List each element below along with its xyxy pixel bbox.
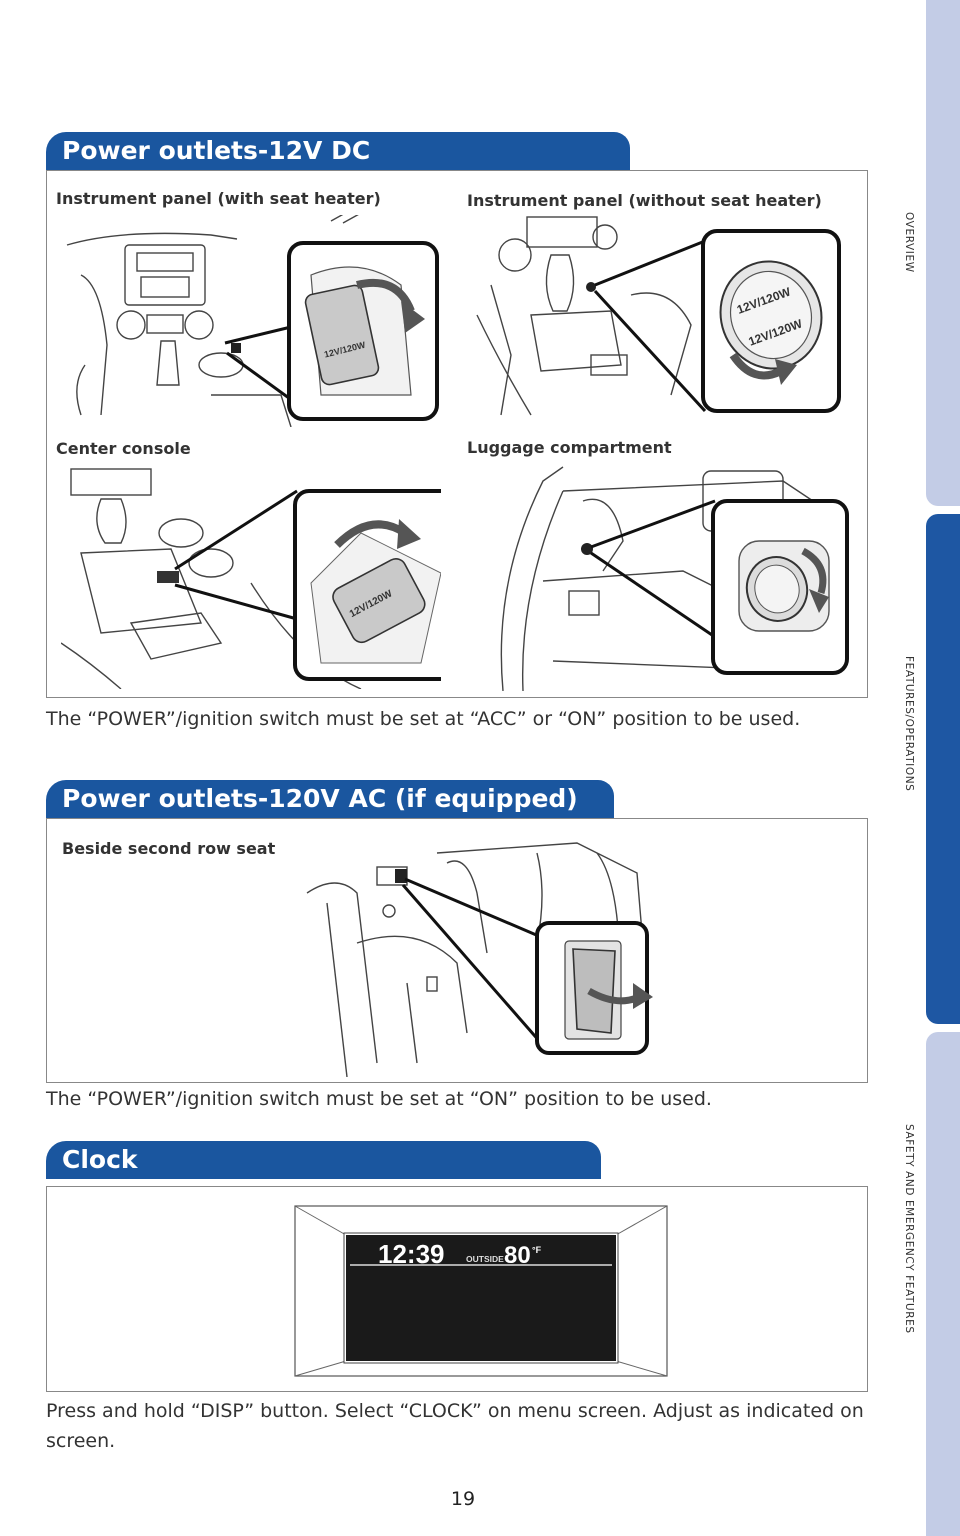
clock-illustration-panel (46, 1186, 868, 1392)
label-with-seat-heater: Instrument panel (with seat heater) (56, 189, 381, 208)
clock-note: Press and hold “DISP” button. Select “CLOCK” on menu screen. Adjust as indicated on screen. (46, 1400, 864, 1452)
tab-features-operations[interactable] (926, 514, 960, 1024)
illustration-beside-second-row-seat (297, 833, 667, 1077)
outlet-marking-1: 12V/120W (323, 339, 367, 360)
label-beside-second-row-seat: Beside second row seat (62, 839, 276, 858)
clock-temperature-unit: °F (532, 1245, 542, 1255)
tab-safety-emergency[interactable] (926, 1032, 960, 1536)
outlet-marking-3: 12V/120W (746, 316, 805, 349)
ac-section-title: Power outlets-120V AC (if equipped) (46, 780, 614, 818)
tab-overview[interactable] (926, 0, 960, 506)
side-label-overview: OVERVIEW (903, 212, 915, 273)
clock-section-title: Clock (46, 1141, 601, 1179)
label-without-seat-heater: Instrument panel (without seat heater) (467, 191, 822, 210)
dc-note: The “POWER”/ignition switch must be set at “ACC” or “ON” position to be used. (46, 708, 801, 730)
illustration-center-console (61, 463, 441, 689)
clock-outside-label: OUTSIDE (466, 1254, 504, 1264)
side-label-features: FEATURES/OPERATIONS (903, 656, 915, 792)
ac-illustration-panel (46, 818, 868, 1083)
outlet-marking-2: 12V/120W (734, 284, 793, 317)
outlet-marking-4: 12V/120W (347, 588, 395, 620)
illustration-luggage-compartment (483, 461, 853, 691)
label-luggage-compartment: Luggage compartment (467, 438, 672, 457)
clock-temperature: 80 (504, 1242, 531, 1269)
page-number: 19 (450, 1488, 476, 1510)
ac-note: The “POWER”/ignition switch must be set at “ON” position to be used. (46, 1088, 712, 1110)
illustration-clock-display (294, 1205, 668, 1377)
dc-section-title: Power outlets-12V DC (46, 132, 630, 170)
clock-time: 12:39 (378, 1239, 445, 1269)
illustration-instrument-panel-without-heater (471, 215, 841, 427)
label-center-console: Center console (56, 439, 191, 458)
side-label-safety: SAFETY AND EMERGENCY FEATURES (903, 1124, 915, 1334)
dc-illustration-panel (46, 170, 868, 698)
illustration-instrument-panel-with-heater (61, 215, 441, 427)
